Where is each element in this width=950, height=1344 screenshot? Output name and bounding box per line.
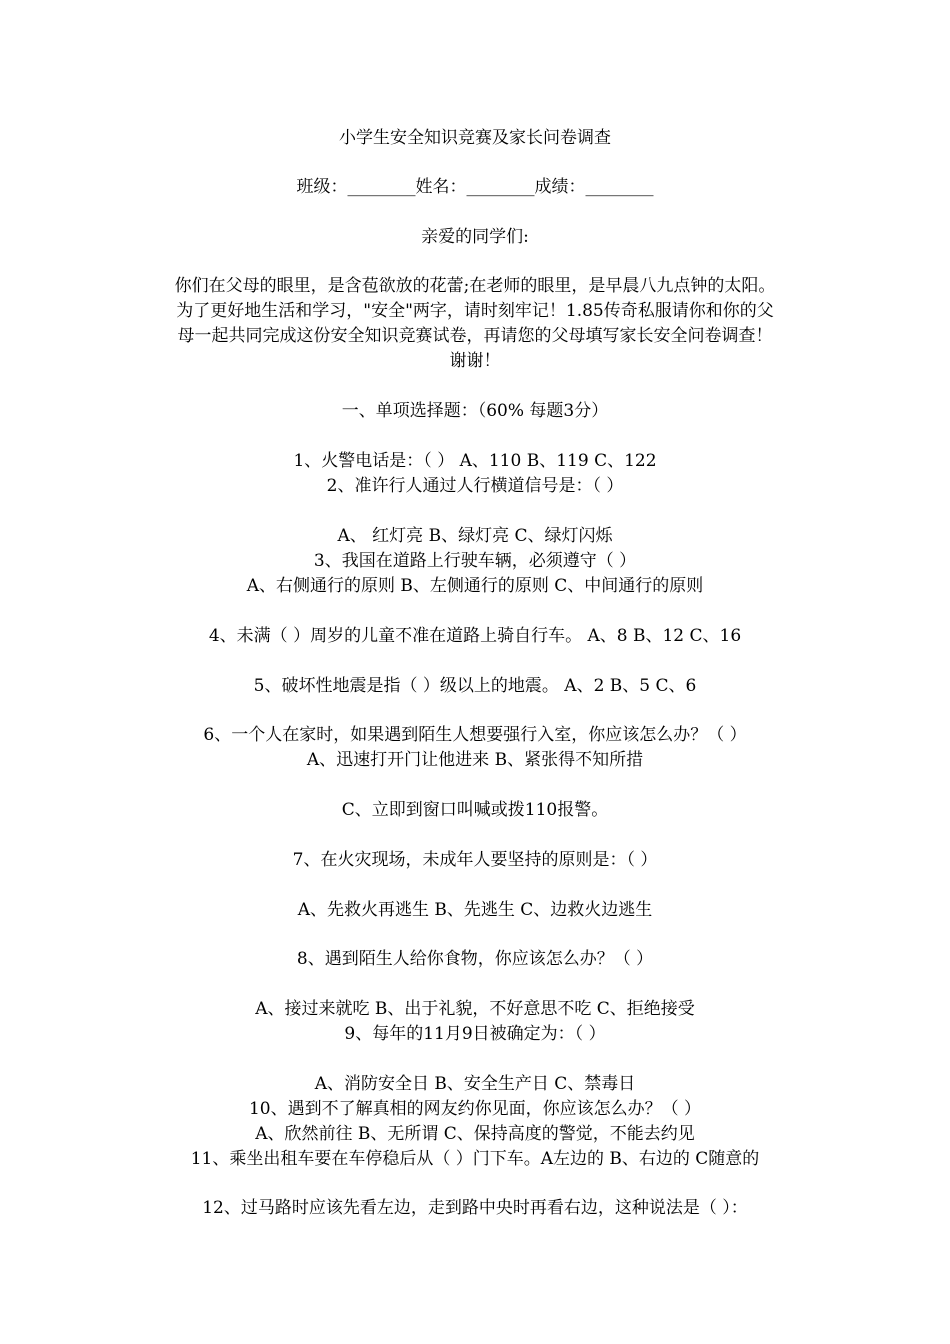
intro-line: 你们在父母的眼里，是含苞欲放的花蕾;在老师的眼里，是早晨八九点钟的太阳。 [174, 276, 776, 296]
question-7-options: A、先救火再逃生 B、先逃生 C、边救火边逃生 [297, 900, 653, 920]
question-10-options: A、欣然前往 B、无所谓 C、保持高度的警觉，不能去约见 [255, 1124, 695, 1144]
question-2: 2、准许行人通过人行横道信号是：（ ） [326, 476, 624, 496]
document-title: 小学生安全知识竞赛及家长问卷调查 [339, 128, 611, 148]
question-12: 12、过马路时应该先看左边，走到路中央时再看右边，这种说法是（ ）： [202, 1198, 748, 1218]
question-9: 9、每年的11月9日被确定为：（ ） [344, 1024, 606, 1044]
question-6-options: A、迅速打开门让他进来 B、紧张得不知所措 [306, 750, 644, 770]
question-8-options: A、接过来就吃 B、出于礼貌，不好意思不吃 C、拒绝接受 [255, 999, 695, 1019]
question-4: 4、未满（ ）周岁的儿童不准在道路上骑自行车。 A、8 B、12 C、16 [208, 626, 742, 646]
question-8: 8、遇到陌生人给你食物，你应该怎么办？（ ） [296, 949, 654, 969]
section-heading: 一、单项选择题：（60% 每题3分） [341, 401, 609, 421]
question-3-options: A、右侧通行的原则 B、左侧通行的原则 C、中间通行的原则 [246, 576, 704, 596]
student-info-line: 班级：________姓名：________成绩：________ [296, 177, 654, 197]
question-3: 3、我国在道路上行驶车辆，必须遵守（ ） [313, 551, 637, 571]
question-2-options: A、 红灯亮 B、绿灯亮 C、绿灯闪烁 [337, 526, 613, 546]
question-5: 5、破坏性地震是指（ ）级以上的地震。 A、2 B、5 C、6 [253, 676, 697, 696]
greeting: 亲爱的同学们: [421, 227, 529, 247]
question-10: 10、遇到不了解真相的网友约你见面，你应该怎么办？（ ） [248, 1099, 702, 1119]
question-6-option-c: C、立即到窗口叫喊或拨110报警。 [341, 800, 609, 820]
question-1: 1、火警电话是：（ ） A、110 B、119 C、122 [293, 451, 657, 471]
intro-line: 母一起共同完成这份安全知识竞赛试卷，再请您的父母填写家长安全问卷调查！ [177, 326, 773, 346]
intro-line: 谢谢！ [449, 351, 501, 371]
intro-line: 为了更好地生活和学习，"安全"两字，请时刻牢记！1.85传奇私服请你和你的父 [176, 301, 774, 321]
question-7: 7、在火灾现场，未成年人要坚持的原则是：（ ） [292, 850, 658, 870]
question-6: 6、一个人在家时，如果遇到陌生人想要强行入室，你应该怎么办？（ ） [203, 725, 747, 745]
question-9-options: A、消防安全日 B、安全生产日 C、禁毒日 [314, 1074, 636, 1094]
question-11: 11、乘坐出租车要在车停稳后从（ ）门下车。A左边的 B、右边的 C随意的 [190, 1149, 760, 1169]
